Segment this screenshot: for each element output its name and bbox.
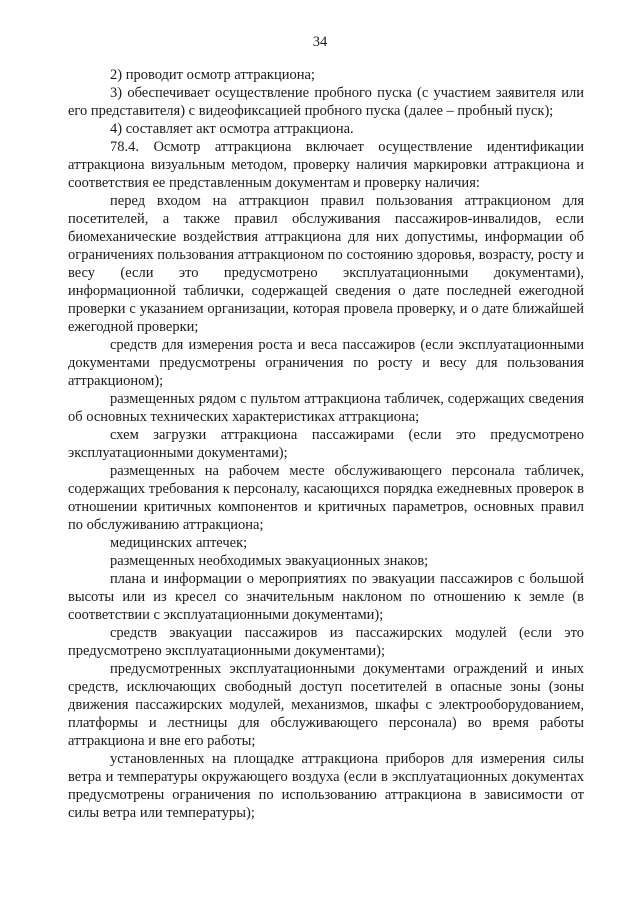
paragraph: размещенных на рабочем месте обслуживающего персонала табличек, содержащих требования к персоналу, касающихся порядка ежедневных проверок в отношении критичных компонентов и критичных параметров, основных правил по обслуживанию аттракциона; xyxy=(68,463,584,533)
paragraph: медицинских аптечек; xyxy=(110,535,248,551)
paragraph: плана и информации о мероприятиях по эвакуации пассажиров с большой высоты или из кресел со значительным наклоном по отношению к земле (в соответствии с эксплуатационными документами); xyxy=(68,571,584,623)
paragraph: предусмотренных эксплуатационными документами ограждений и иных средств, исключающих свободный доступ посетителей в опасные зоны (зоны движения пассажирских модулей, механизмов, шкафы с электрооборудованием, платформы и лестницы для обслуживающего персонала) во время работы аттракциона и вне его работы; xyxy=(68,661,584,749)
paragraph: средств для измерения роста и веса пассажиров (если эксплуатационными документами предусмотрены ограничения по росту и весу для пользования аттракционом); xyxy=(68,337,584,389)
paragraph: установленных на площадке аттракциона приборов для измерения силы ветра и температуры окружающего воздуха (если в эксплуатационных документах предусмотрены ограничения по использованию аттракциона в зависимости от силы ветра или температуры); xyxy=(68,751,584,821)
document-body xyxy=(68,66,584,822)
paragraph: перед входом на аттракцион правил пользования аттракционом для посетителей, а также правил обслуживания пассажиров-инвалидов, если биомеханические воздействия аттракциона для них допустимы, информации об ограничениях пользования аттракционом по состоянию здоровья, возрасту, росту и весу (если это предусмотрено эксплуатационными документами), информационной таблички, содержащей сведения о дате последней ежегодной проверки с указанием организации, которая провела проверку, и о дате ближайшей ежегодной проверки; xyxy=(68,193,584,335)
paragraph: размещенных необходимых эвакуационных знаков; xyxy=(110,553,429,569)
paragraph: 4) составляет акт осмотра аттракциона. xyxy=(110,121,354,137)
paragraph: средств эвакуации пассажиров из пассажирских модулей (если это предусмотрено эксплуатационными документами); xyxy=(68,625,584,659)
paragraph: размещенных рядом с пультом аттракциона табличек, содержащих сведения об основных технических характеристиках аттракциона; xyxy=(68,391,584,425)
paragraph: 3) обеспечивает осуществление пробного пуска (с участием заявителя или его представителя) с видеофиксацией пробного пуска (далее – пробный пуск); xyxy=(68,85,584,119)
paragraph: схем загрузки аттракциона пассажирами (если это предусмотрено эксплуатационными документами); xyxy=(68,427,584,461)
page-number: 34 xyxy=(312,34,328,50)
paragraph: 78.4. Осмотр аттракциона включает осуществление идентификации аттракциона визуальным методом, проверку наличия маркировки аттракциона и соответствия ее представленным документам и проверку наличия: xyxy=(68,139,584,191)
paragraph: 2) проводит осмотр аттракциона; xyxy=(110,67,315,83)
